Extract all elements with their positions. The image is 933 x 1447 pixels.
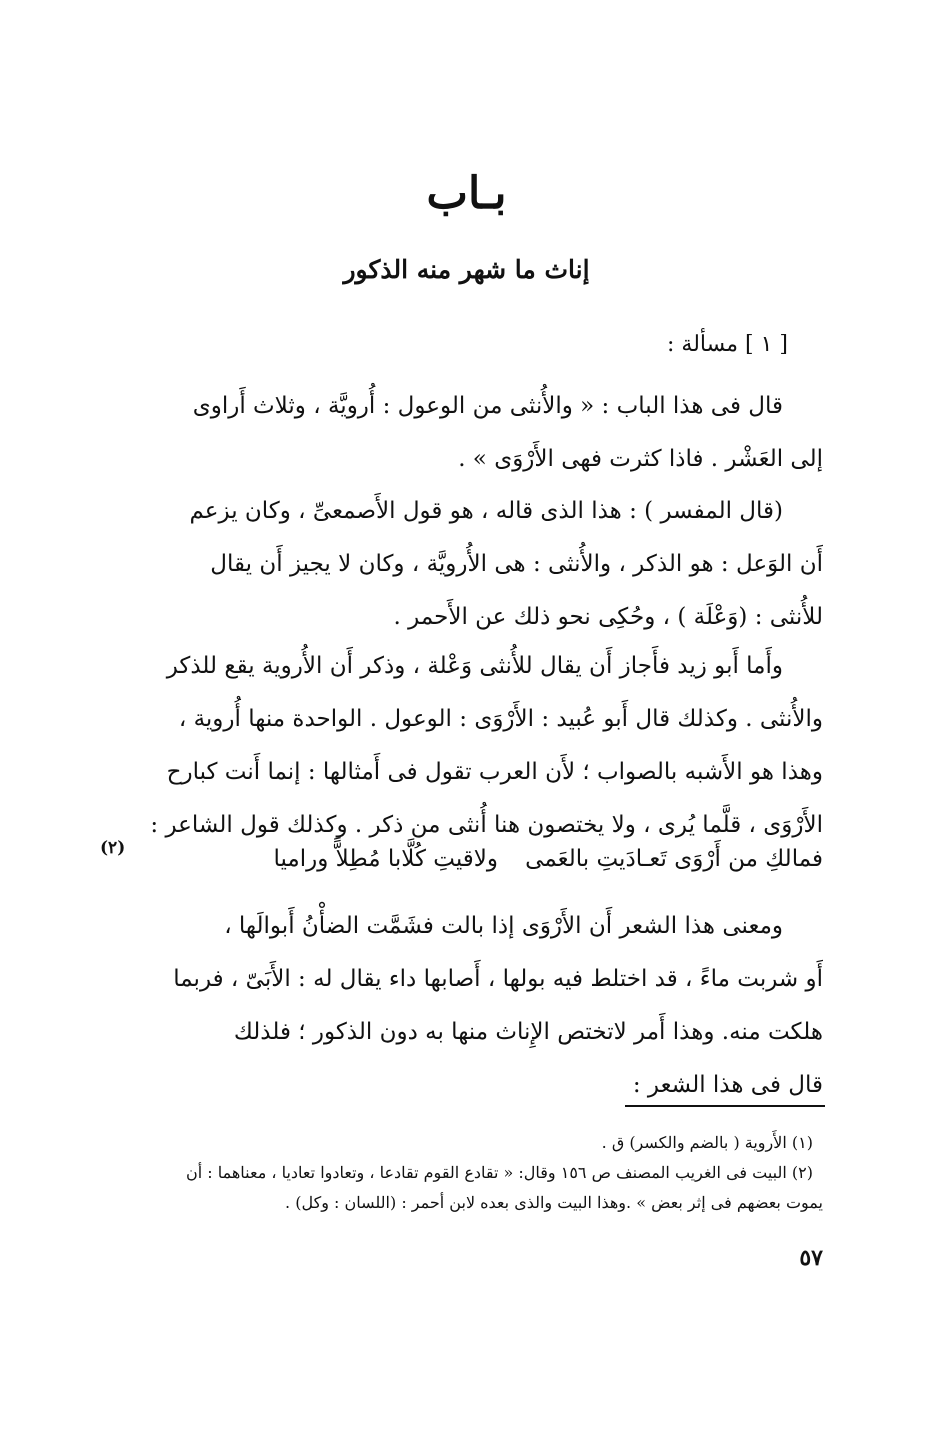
chapter-subtitle: إناث ما شهر منه الذكور xyxy=(343,255,590,284)
footnote-1: (١) الأَروية ( بالضم والكسر) ق . xyxy=(601,1133,813,1152)
paragraph-line: (قال المفسر ) : هذا الذى قاله ، هو قول الأَصمعىِّ ، وكان يزعم xyxy=(189,498,783,524)
paragraph-line: الأَرْوَى ، قلَّما يُرى ، ولا يختصون هنا أُنثى من ذكر . وكذلك قول الشاعر : xyxy=(150,812,823,838)
page-number: ٥٧ xyxy=(799,1245,823,1271)
verse-second-hemistich: ولاقيتِ كُلَّابا مُطِلاًّ وراميا xyxy=(273,846,498,872)
paragraph-line: إلى العَشْر . فاذا كثرت فهى الأَرْوَى » . xyxy=(458,446,823,472)
footnotes xyxy=(110,1128,823,1218)
paragraph-2 xyxy=(110,485,823,644)
verse-first-hemistich: فمالكِ من أَرْوَى تَعـادَيتِ بالعَمى xyxy=(525,846,823,872)
footnote-2: (٢) البيت فى الغريب المصنف ص ١٥٦ وقال: « تقادع القوم تقادعا ، وتعادوا تعاديا ، معناهما : أن xyxy=(185,1163,813,1182)
footnote-reference: (٢) xyxy=(100,838,126,858)
footnote-divider xyxy=(625,1105,825,1107)
poetry-verse xyxy=(100,838,823,888)
paragraph-line: للأُنثى : (وَعْلَة ) ، وحُكِى نحو ذلك عن الأَحمر . xyxy=(393,604,823,630)
paragraph-line: أَو شربت ماءً ، قد اختلط فيه بولها ، أَصابها داء يقال له : الأَبَىّ ، فربما xyxy=(173,966,823,992)
issue-label: [ ١ ] مسألة : xyxy=(667,332,788,357)
paragraph-3 xyxy=(110,640,823,852)
paragraph-line: قال فى هذا الشعر : xyxy=(632,1072,823,1098)
paragraph-line: والأُنثى . وكذلك قال أَبو عُبيد : الأَرْوَى : الوعول . الواحدة منها أُروية ، xyxy=(178,706,823,732)
chapter-heading: بـاب xyxy=(426,168,507,219)
paragraph-1 xyxy=(110,380,823,486)
paragraph-line: قال فى هذا الباب : « والأُنثى من الوعول : أُرويَّة ، وثلاث أَراوى xyxy=(192,393,783,419)
paragraph-4 xyxy=(110,900,823,1112)
paragraph-line: وأَما أَبو زيد فأَجاز أَن يقال للأُنثى وَعْلة ، وذكر أَن الأُروية يقع للذكر xyxy=(166,653,783,679)
paragraph-line: وهذا هو الأَشبه بالصواب ؛ لأَن العرب تقول فى أَمثالها : إنما أَنت كبارح xyxy=(166,759,823,785)
paragraph-line: هلكت منه. وهذا أَمر لاتختص الإِناث منها به دون الذكور ؛ فلذلك xyxy=(233,1019,823,1045)
footnote-2-continuation: يموت بعضهم فى إثر بعض » .وهذا البيت والذى بعده لابن أحمر : (اللسان : وكل) . xyxy=(285,1193,823,1212)
paragraph-line: ومعنى هذا الشعر أَن الأَرْوَى إذا بالت فشَمَّت الضأْنُ أَبوالَها ، xyxy=(224,913,783,939)
paragraph-line: أَن الوَعل : هو الذكر ، والأُنثى : هى الأُرويَّة ، وكان لا يجيز أَن يقال xyxy=(210,551,823,577)
